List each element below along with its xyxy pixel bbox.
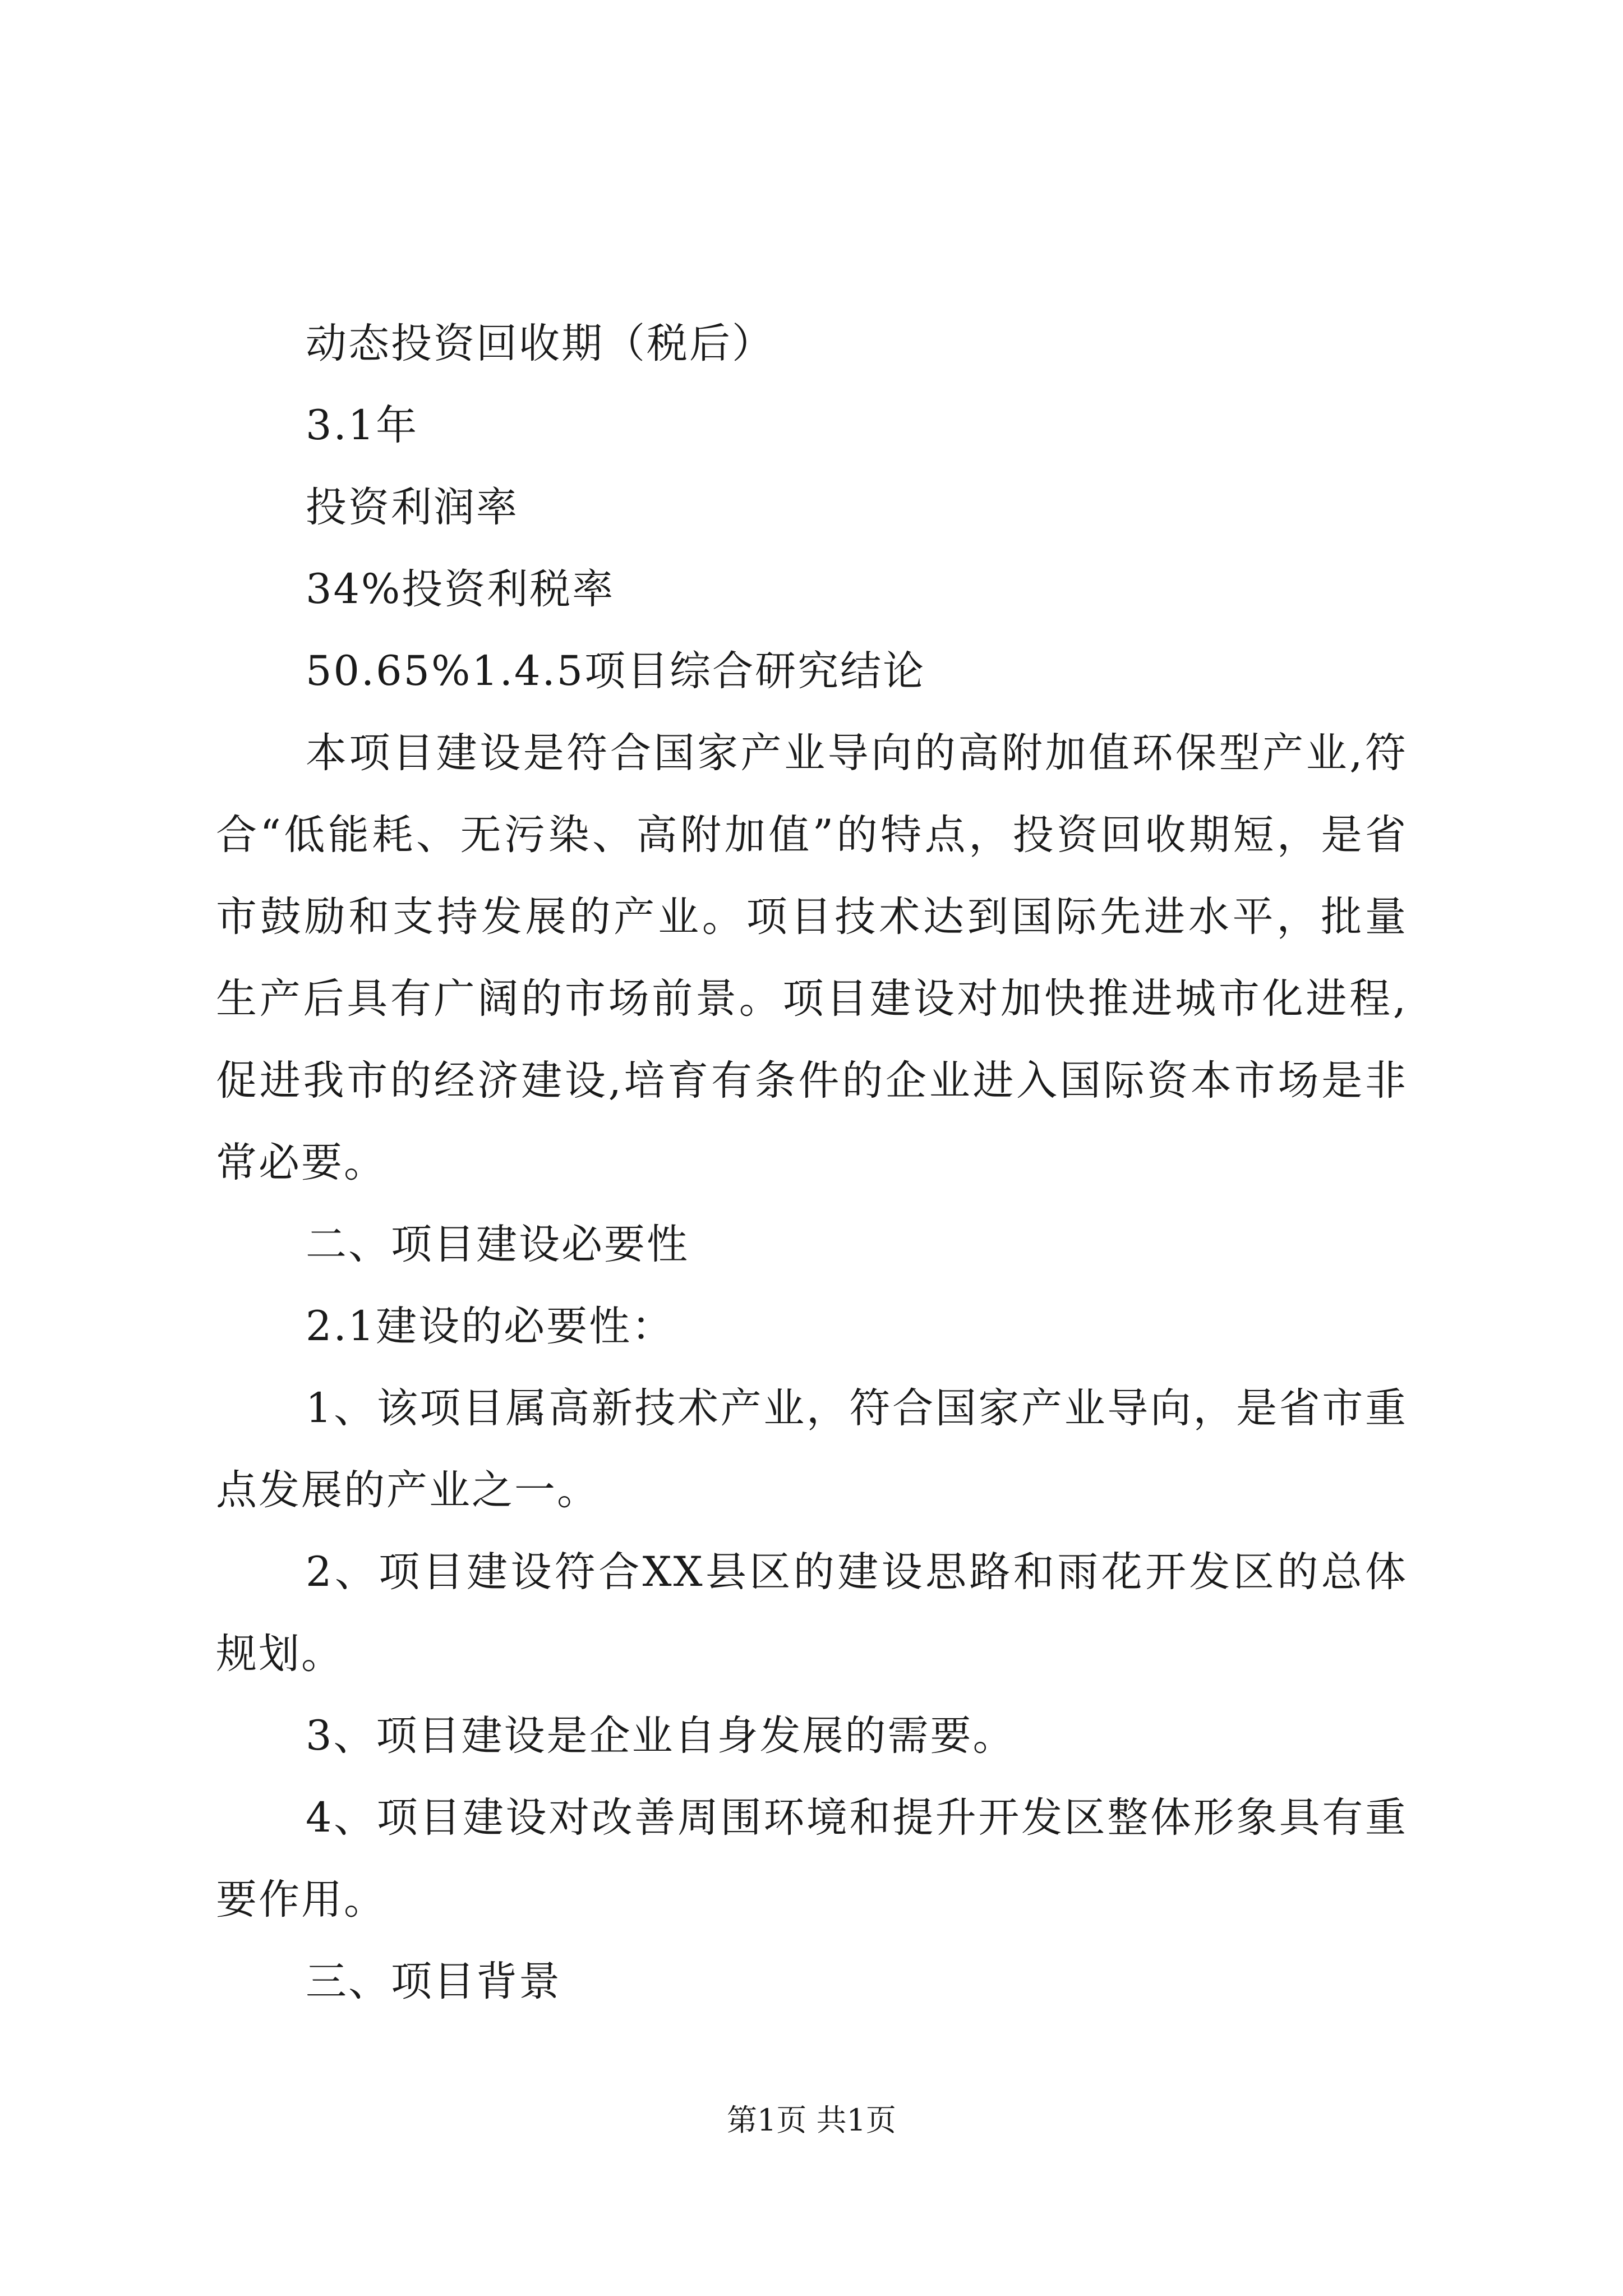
section-heading: 二、项目建设必要性 [306,1221,689,1268]
paragraph: 投资利润率 [306,484,519,531]
page-footer: 第1页 共1页 [727,2102,896,2138]
list-item: 3、项目建设是企业自身发展的需要。 [306,1712,1016,1760]
subsection-heading: 2.1建设的必要性： [306,1303,675,1350]
list-item: 4、项目建设对改善周围环境和提升开发区整体形象具有重要作用。 [216,1794,1408,1924]
list-item: 2、项目建设符合XX县区的建设思路和雨花开发区的总体规划。 [216,1548,1408,1678]
paragraph: 34%投资利税率 [306,565,615,613]
paragraph: 3.1年 [306,402,419,449]
section-heading: 三、项目背景 [306,1958,561,2005]
paragraph: 50.65%1.4.5项目综合研究结论 [306,647,926,695]
list-item: 1、该项目属高新技术产业，符合国家产业导向，是省市重点发展的产业之一。 [216,1384,1408,1514]
document-body [216,303,1408,2023]
paragraph: 动态投资回收期（税后） [306,320,774,367]
paragraph: 本项目建设是符合国家产业导向的高附加值环保型产业,符合“低能耗、无污染、高附加值”的特点，投资回收期短，是省市鼓励和支持发展的产业。项目技术达到国际先进水平，批量生产后具有广阔的市场前景。项目建设对加快推进城市化进程,促进我市的经济建设,培育有条件的企业进入国际资本市场是非常必要。 [216,729,1408,1186]
